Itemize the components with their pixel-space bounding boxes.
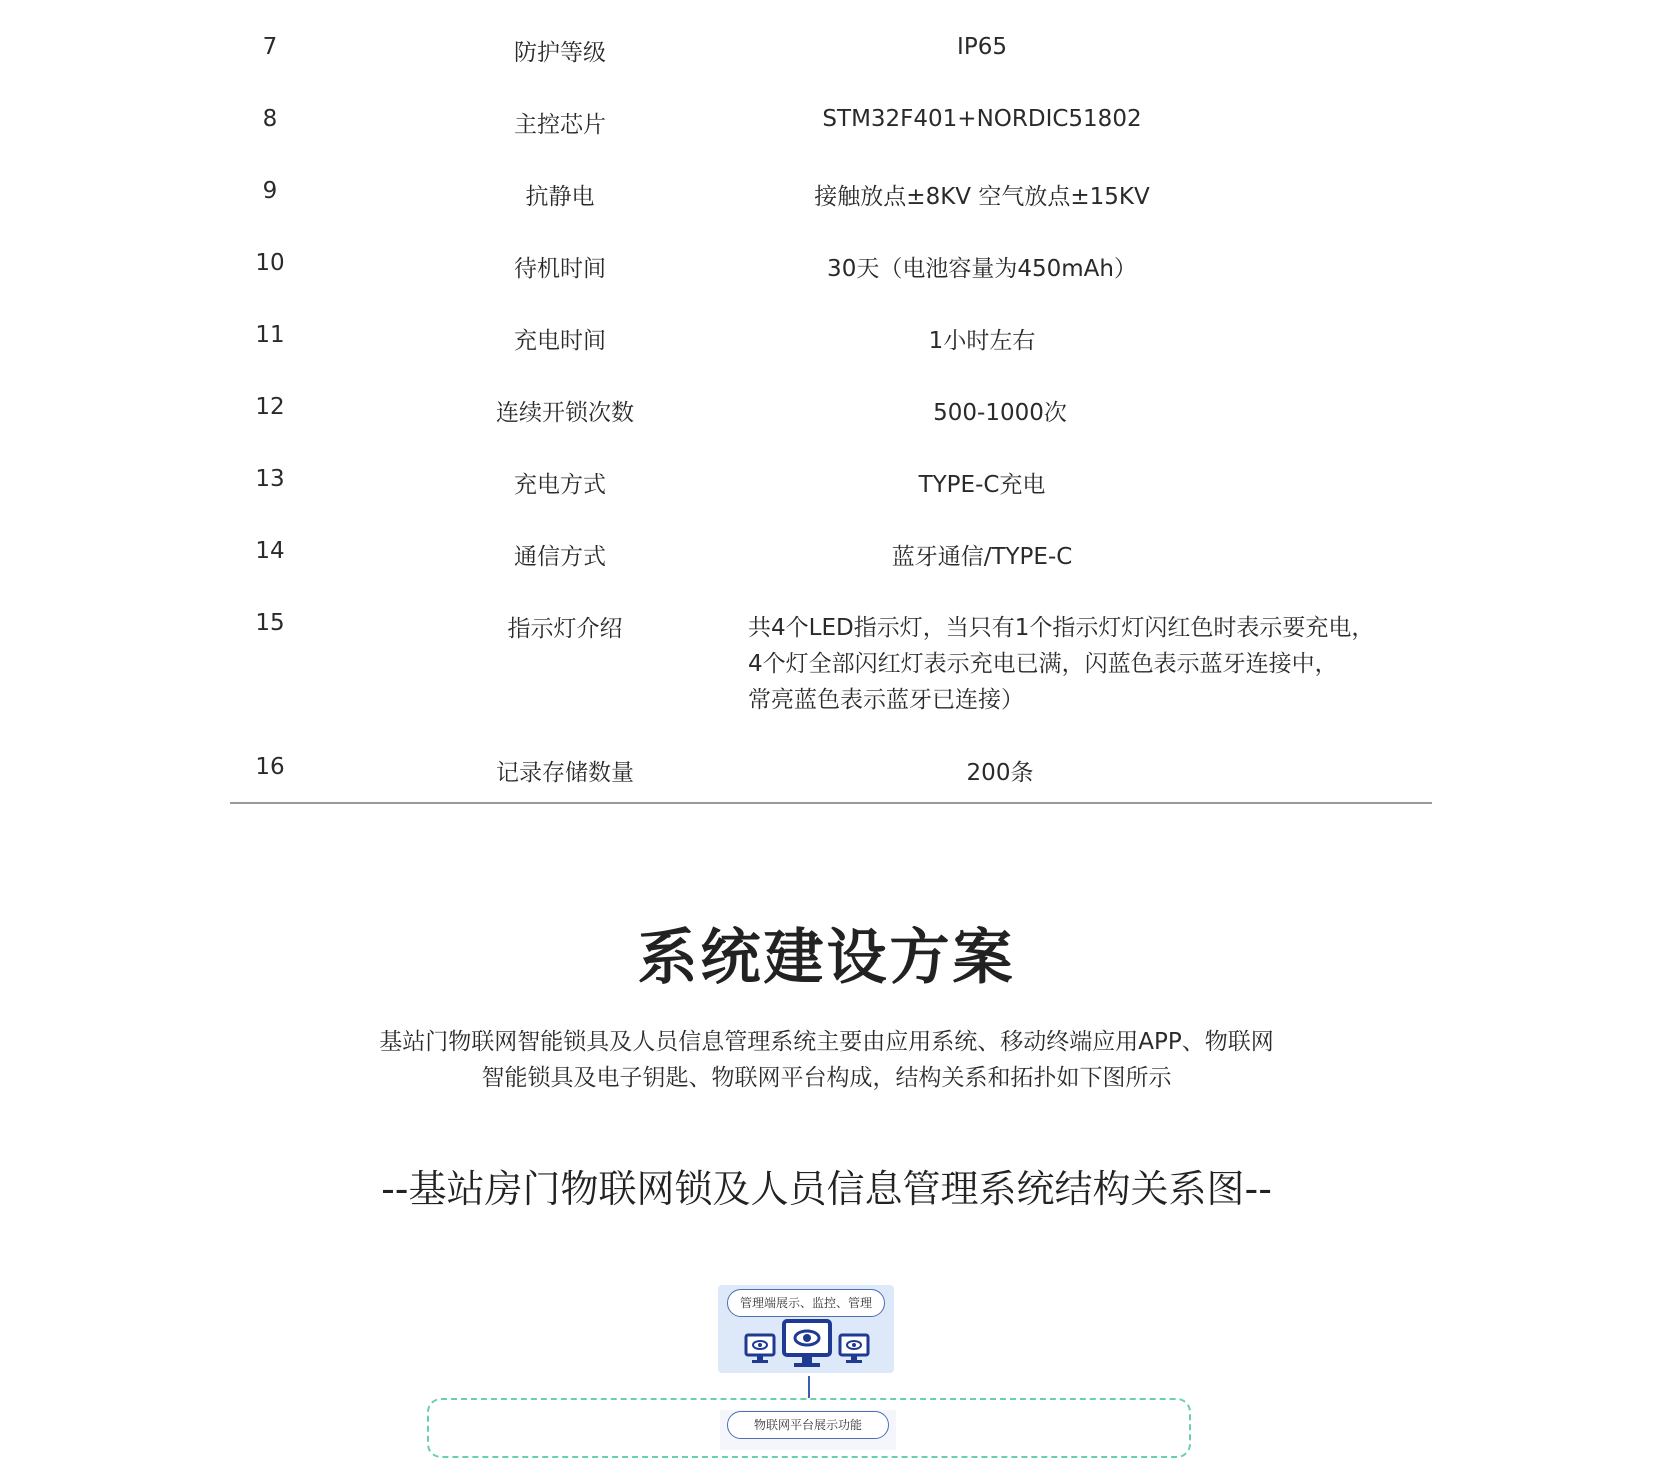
- row-number: 11: [255, 322, 285, 348]
- row-value: 1小时左右: [928, 328, 1036, 354]
- monitor-eye-icon: [746, 1335, 774, 1363]
- intro-line: 基站门物联网智能锁具及人员信息管理系统主要由应用系统、移动终端应用APP、物联网: [379, 1029, 1274, 1055]
- row-number: 8: [262, 106, 278, 132]
- row-parameter: 通信方式: [514, 544, 606, 570]
- row-number: 14: [255, 538, 285, 564]
- management-label: 管理端展示、监控、管理: [727, 1289, 885, 1317]
- row-number: 15: [255, 610, 285, 636]
- intro-line: 智能锁具及电子钥匙、物联网平台构成，结构关系和拓扑如下图所示: [481, 1065, 1172, 1091]
- row-value: 200条: [966, 760, 1034, 786]
- row-number: 9: [262, 178, 278, 204]
- monitor-eye-icon: [840, 1335, 868, 1363]
- row-parameter: 主控芯片: [514, 112, 606, 138]
- platform-panel: [720, 1410, 896, 1450]
- row-value: 30天（电池容量为450mAh）: [827, 256, 1137, 282]
- section-title: 系统建设方案: [637, 923, 1016, 993]
- monitor-group: [718, 1315, 894, 1373]
- row-parameter: 充电方式: [514, 472, 606, 498]
- row-parameter: 指示灯介绍: [507, 616, 623, 642]
- platform-label: 物联网平台展示功能: [727, 1411, 889, 1439]
- row-parameter: 待机时间: [514, 256, 606, 282]
- row-value: STM32F401+NORDIC51802: [822, 106, 1142, 132]
- row-value: 蓝牙通信/TYPE-C: [891, 544, 1073, 570]
- row-value: 500-1000次: [933, 400, 1067, 426]
- row-number: 12: [255, 394, 285, 420]
- diagram-title: --基站房门物联网锁及人员信息管理系统结构关系图--: [381, 1167, 1272, 1211]
- row-number: 13: [255, 466, 285, 492]
- row-value: IP65: [957, 34, 1007, 60]
- row-number: 7: [262, 34, 278, 60]
- row-parameter: 充电时间: [514, 328, 606, 354]
- table-bottom-divider: [230, 802, 1432, 804]
- row-parameter: 抗静电: [525, 184, 595, 210]
- section-intro: [300, 1024, 1353, 1096]
- management-panel: [718, 1285, 894, 1373]
- row-value-line: 4个灯全部闪红灯表示充电已满，闪蓝色表示蓝牙连接中，: [748, 651, 1338, 677]
- row-parameter: 防护等级: [514, 40, 606, 66]
- row-parameter: 连续开锁次数: [496, 400, 634, 426]
- row-value: TYPE-C充电: [918, 472, 1046, 498]
- row-number: 16: [255, 754, 285, 780]
- row-value-line: 常亮蓝色表示蓝牙已连接）: [748, 687, 1024, 713]
- monitor-eye-icon: [784, 1321, 830, 1367]
- row-value-line: 共4个LED指示灯，当只有1个指示灯灯闪红色时表示要充电，: [748, 615, 1375, 641]
- row-parameter: 记录存储数量: [496, 760, 634, 786]
- row-value: 接触放点±8KV 空气放点±15KV: [814, 184, 1150, 210]
- diagram-connector-line: [808, 1376, 810, 1398]
- row-number: 10: [255, 250, 285, 276]
- row-value-multiline: [748, 610, 1374, 718]
